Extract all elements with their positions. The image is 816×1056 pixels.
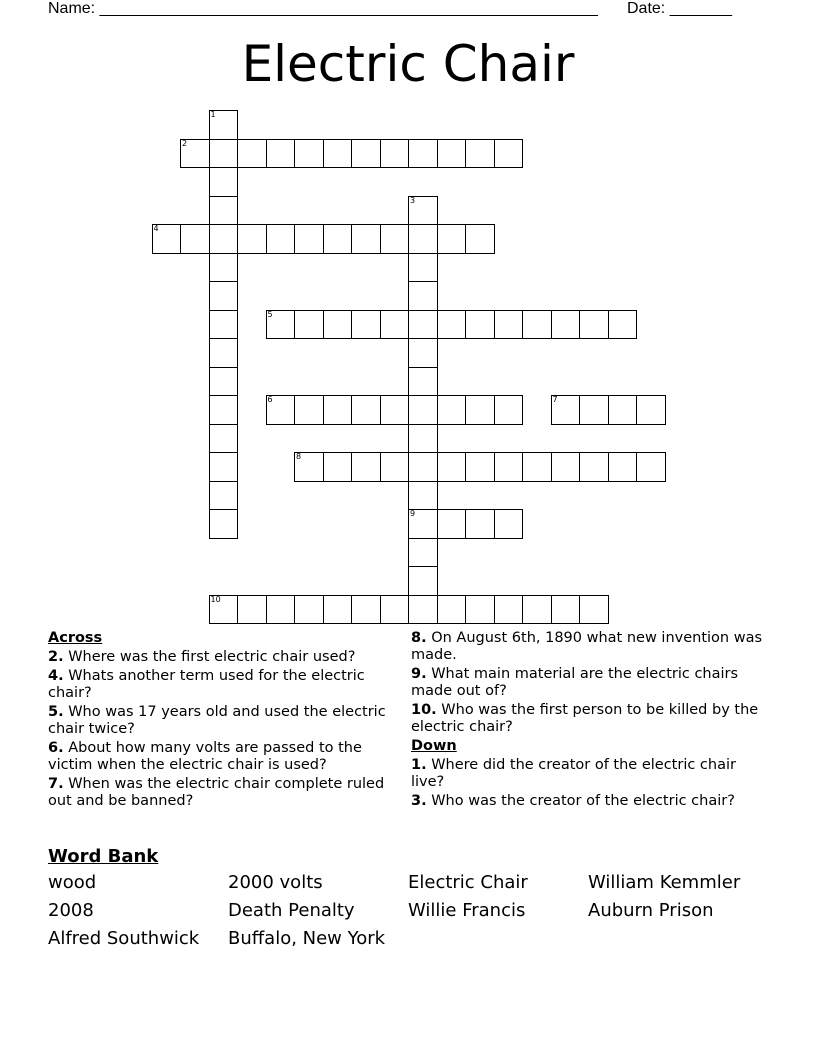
clue-number: 9.: [411, 666, 427, 682]
clue-down-3: [411, 793, 766, 810]
word-bank-item: Electric Chair: [408, 872, 528, 893]
clue-across-8: [411, 630, 766, 664]
clue-text: Who was the first person to be killed by the electric chair?: [411, 702, 759, 735]
clues-left-column: [48, 630, 393, 812]
clue-text: Who was 17 years old and used the electric chair twice?: [48, 704, 386, 737]
crossword-cell[interactable]: [351, 139, 381, 169]
crossword-cell[interactable]: [380, 139, 410, 169]
clue-number: 8.: [411, 630, 427, 646]
crossword-cell[interactable]: [636, 452, 666, 482]
crossword-cell[interactable]: [551, 395, 581, 425]
crossword-cell[interactable]: [209, 224, 239, 254]
cell-number: 7: [552, 395, 558, 404]
clue-number: 5.: [48, 704, 64, 720]
crossword-cell[interactable]: [266, 595, 296, 625]
crossword-cell[interactable]: [294, 595, 324, 625]
crossword-cell[interactable]: [408, 595, 438, 625]
crossword-cell[interactable]: [608, 452, 638, 482]
date-field[interactable]: Date: _______: [627, 0, 732, 17]
crossword-cell[interactable]: [209, 110, 239, 140]
crossword-cell[interactable]: [408, 566, 438, 596]
clue-number: 4.: [48, 668, 64, 684]
crossword-cell[interactable]: [266, 139, 296, 169]
crossword-cell[interactable]: [608, 395, 638, 425]
crossword-cell[interactable]: [294, 139, 324, 169]
word-bank-item: Willie Francis: [408, 900, 526, 921]
clue-number: 6.: [48, 740, 64, 756]
crossword-cell[interactable]: [636, 395, 666, 425]
crossword-cell[interactable]: [551, 452, 581, 482]
crossword-cell[interactable]: [323, 310, 353, 340]
crossword-cell[interactable]: [408, 281, 438, 311]
crossword-cell[interactable]: [408, 139, 438, 169]
crossword-cell[interactable]: [351, 310, 381, 340]
crossword-cell[interactable]: [209, 595, 239, 625]
crossword-cell[interactable]: [437, 139, 467, 169]
crossword-cell[interactable]: [180, 139, 210, 169]
crossword-cell[interactable]: [437, 452, 467, 482]
cell-number: 4: [153, 224, 159, 233]
crossword-cell[interactable]: [494, 139, 524, 169]
crossword-cell[interactable]: [608, 310, 638, 340]
crossword-cell[interactable]: [465, 139, 495, 169]
crossword-cell[interactable]: [551, 595, 581, 625]
word-bank-item: 2008: [48, 900, 94, 921]
crossword-cell[interactable]: [209, 139, 239, 169]
crossword-cell[interactable]: [551, 310, 581, 340]
crossword-cell[interactable]: [465, 224, 495, 254]
crossword-cell[interactable]: [494, 395, 524, 425]
clue-across-7: [48, 776, 393, 810]
word-bank: [48, 872, 768, 950]
clue-across-10: [411, 702, 766, 736]
cell-number: 2: [182, 138, 188, 148]
cell-number: 1: [210, 110, 216, 119]
crossword-cell[interactable]: [294, 395, 324, 425]
crossword-cell[interactable]: [237, 595, 267, 625]
crossword-cell[interactable]: [209, 452, 239, 482]
crossword-cell[interactable]: [579, 595, 609, 625]
clue-number: 2.: [48, 649, 64, 665]
crossword-cell[interactable]: [209, 253, 239, 283]
crossword-cell[interactable]: [408, 224, 438, 254]
crossword-cell[interactable]: [294, 224, 324, 254]
crossword-cell[interactable]: [351, 595, 381, 625]
crossword-cell[interactable]: [323, 452, 353, 482]
clue-text: What main material are the electric chairs made out of?: [411, 666, 739, 699]
crossword-cell[interactable]: [380, 395, 410, 425]
crossword-cell[interactable]: [579, 452, 609, 482]
crossword-cell[interactable]: [437, 310, 467, 340]
across-heading: Across: [48, 630, 103, 646]
crossword-cell[interactable]: [209, 196, 239, 226]
crossword-cell[interactable]: [522, 595, 552, 625]
clue-text: Who was the creator of the electric chair?: [431, 793, 735, 809]
clue-across-4: [48, 668, 393, 702]
crossword-cell[interactable]: [408, 338, 438, 368]
crossword-cell[interactable]: [408, 310, 438, 340]
cell-number: 8: [296, 452, 302, 461]
crossword-cell[interactable]: [408, 395, 438, 425]
crossword-cell[interactable]: [351, 224, 381, 254]
crossword-cell[interactable]: [408, 481, 438, 511]
clue-text: About how many volts are passed to the victim when the electric chair is used?: [48, 740, 362, 773]
word-bank-item: 2000 volts: [228, 872, 323, 893]
crossword-cell[interactable]: [408, 196, 438, 226]
clue-text: Whats another term used for the electric chair?: [48, 668, 365, 701]
crossword-cell[interactable]: [266, 395, 296, 425]
down-heading: Down: [411, 738, 457, 754]
crossword-cell[interactable]: [380, 595, 410, 625]
clue-down-1: [411, 757, 766, 791]
clue-number: 3.: [411, 793, 427, 809]
word-bank-item: wood: [48, 872, 97, 893]
crossword-cell[interactable]: [209, 338, 239, 368]
clue-text: Where was the first electric chair used?: [68, 649, 356, 665]
crossword-cell[interactable]: [465, 509, 495, 539]
crossword-cell[interactable]: [522, 452, 552, 482]
word-bank-item: William Kemmler: [588, 872, 741, 893]
word-bank-item: Alfred Southwick: [48, 928, 200, 949]
word-bank-item: Buffalo, New York: [228, 928, 386, 949]
crossword-cell[interactable]: [408, 509, 438, 539]
crossword-cell[interactable]: [294, 452, 324, 482]
crossword-cell[interactable]: [579, 395, 609, 425]
crossword-cell[interactable]: [437, 595, 467, 625]
clues-right-column: [411, 630, 766, 812]
crossword-cell[interactable]: [266, 310, 296, 340]
crossword-cell[interactable]: [408, 367, 438, 397]
word-bank-item: Death Penalty: [228, 900, 355, 921]
crossword-cell[interactable]: [323, 595, 353, 625]
crossword-cell[interactable]: [294, 310, 324, 340]
clue-number: 7.: [48, 776, 64, 792]
crossword-cell[interactable]: [323, 139, 353, 169]
crossword-cell[interactable]: [494, 452, 524, 482]
crossword-cell[interactable]: [351, 452, 381, 482]
clue-across-9: [411, 666, 766, 700]
crossword-cell[interactable]: [380, 452, 410, 482]
crossword-cell[interactable]: [351, 395, 381, 425]
crossword-cell[interactable]: [209, 395, 239, 425]
crossword-cell[interactable]: [494, 310, 524, 340]
crossword-cell[interactable]: [209, 509, 239, 539]
crossword-cell[interactable]: [323, 224, 353, 254]
crossword-cell[interactable]: [323, 395, 353, 425]
clue-across-5: [48, 704, 393, 738]
crossword-cell[interactable]: [209, 167, 239, 197]
word-bank-item: Auburn Prison: [588, 900, 714, 921]
cell-number: 6: [267, 395, 273, 404]
cell-number: 3: [410, 195, 416, 205]
crossword-cell[interactable]: [152, 224, 182, 254]
clue-text: When was the electric chair complete ruled out and be banned?: [48, 776, 385, 809]
word-bank-title: Word Bank: [48, 846, 159, 867]
crossword-cell[interactable]: [408, 424, 438, 454]
clue-number: 10.: [411, 702, 437, 718]
crossword-cell[interactable]: [494, 509, 524, 539]
crossword-cell[interactable]: [522, 310, 552, 340]
crossword-cell[interactable]: [465, 395, 495, 425]
crossword-cell[interactable]: [408, 538, 438, 568]
page-title: Electric Chair: [241, 35, 575, 93]
crossword-cell[interactable]: [237, 224, 267, 254]
crossword-cell[interactable]: [209, 281, 239, 311]
clue-number: 1.: [411, 757, 427, 773]
crossword-cell[interactable]: [209, 481, 239, 511]
crossword-cell[interactable]: [437, 509, 467, 539]
crossword-cell[interactable]: [579, 310, 609, 340]
crossword-cell[interactable]: [465, 595, 495, 625]
crossword-cell[interactable]: [209, 424, 239, 454]
clue-text: Where did the creator of the electric chair live?: [411, 757, 736, 790]
crossword-cell[interactable]: [437, 224, 467, 254]
crossword-cell[interactable]: [408, 452, 438, 482]
crossword-cell[interactable]: [380, 310, 410, 340]
name-field[interactable]: Name: ________________________________________________________: [48, 0, 598, 17]
crossword-cell[interactable]: [494, 595, 524, 625]
cell-number: 10: [210, 594, 221, 604]
crossword-cell[interactable]: [237, 139, 267, 169]
cell-number: 9: [410, 509, 416, 518]
crossword-cell[interactable]: [180, 224, 210, 254]
crossword-cell[interactable]: [408, 253, 438, 283]
crossword-cell[interactable]: [380, 224, 410, 254]
crossword-cell[interactable]: [465, 452, 495, 482]
crossword-cell[interactable]: [209, 310, 239, 340]
crossword-cell[interactable]: [465, 310, 495, 340]
clue-across-2: [48, 649, 393, 666]
crossword-cell[interactable]: [437, 395, 467, 425]
clue-across-6: [48, 740, 393, 774]
clue-text: On August 6th, 1890 what new invention was made.: [411, 630, 763, 663]
cell-number: 5: [267, 309, 273, 319]
crossword-cell[interactable]: [266, 224, 296, 254]
crossword-cell[interactable]: [209, 367, 239, 397]
